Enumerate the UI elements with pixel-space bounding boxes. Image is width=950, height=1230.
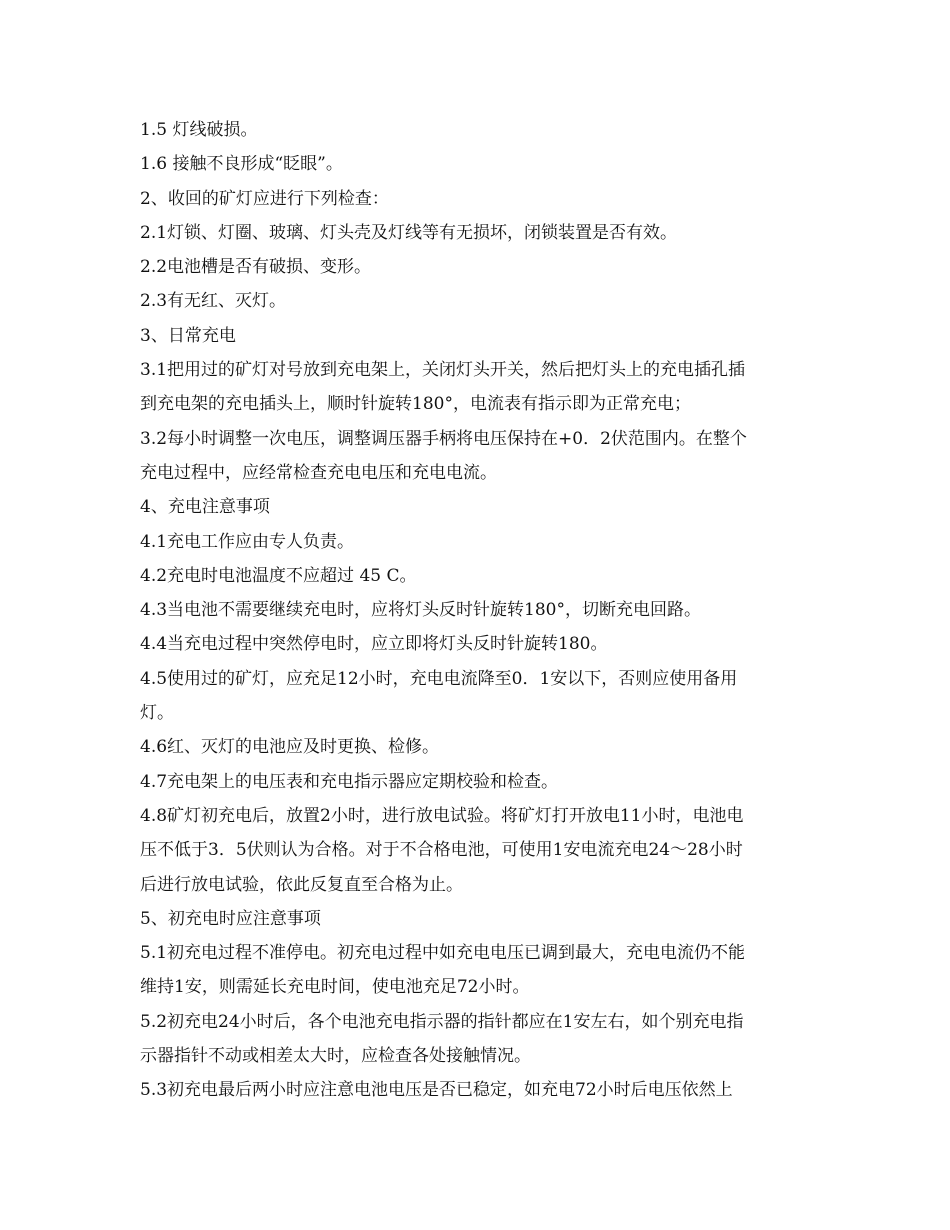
- text-line: 3.1把用过的矿灯对号放到充电架上，关闭灯头开关，然后把灯头上的充电插孔插: [140, 360, 746, 381]
- text-line: 4.8矿灯初充电后，放置2小时，进行放电试验。将矿灯打开放电11小时，电池电: [140, 805, 744, 826]
- text-line: 2.2电池槽是否有破损、变形。: [140, 257, 372, 278]
- text-line: 2.3有无红、灭灯。: [140, 291, 287, 312]
- text-line: 4.1充电工作应由专人负责。: [140, 531, 355, 552]
- text-line: 4.4当充电过程中突然停电时，应立即将灯头反时针旋转180。: [140, 634, 608, 655]
- section-heading: 3、日常充电: [140, 325, 236, 346]
- text-line: 维持1安，则需延长充电时间，使电池充足72小时。: [140, 977, 530, 998]
- text-line: 4.5使用过的矿灯，应充足12小时，充电电流降至0．1安以下，否则应使用备用: [140, 668, 738, 689]
- text-line: 1.6 接触不良形成“眨眼”。: [140, 154, 343, 175]
- section-heading: 2、收回的矿灯应进行下列检查：: [140, 188, 389, 209]
- text-line: 1.5 灯线破损。: [140, 120, 258, 140]
- text-line: 4.3当电池不需要继续充电时，应将灯头反时针旋转180°，切断充电回路。: [140, 600, 701, 621]
- text-line: 充电过程中，应经常检查充电电压和充电电流。: [140, 462, 497, 483]
- text-line: 到充电架的充电插头上，顺时针旋转180°，电流表有指示即为正常充电；: [140, 394, 691, 415]
- section-heading: 4、充电注意事项: [140, 497, 270, 518]
- text-line: 4.2充电时电池温度不应超过 45 C。: [140, 565, 417, 586]
- text-line: 5.2初充电24小时后，各个电池充电指示器的指针都应在1安左右，如个别充电指: [140, 1011, 744, 1032]
- text-line: 2.1灯锁、灯圈、玻璃、灯头壳及灯线等有无损坏，闭锁装置是否有效。: [140, 222, 678, 243]
- text-line: 压不低于3．5伏则认为合格。对于不合格电池，可使用1安电流充电24～28小时: [140, 840, 743, 861]
- text-line: 示器指针不动或相差太大时，应检查各处接触情况。: [140, 1046, 531, 1067]
- text-line: 4.6红、灭灯的电池应及时更换、检修。: [140, 737, 440, 758]
- text-line: 5.1初充电过程不准停电。初充电过程中如充电电压已调到最大，充电电流仍不能: [140, 943, 746, 964]
- section-heading: 5、初充电时应注意事项: [140, 908, 321, 929]
- text-line: 5.3初充电最后两小时应注意电池电压是否已稳定，如充电72小时后电压依然上: [140, 1080, 733, 1101]
- text-line: 灯。: [140, 703, 174, 724]
- text-line: 4.7充电架上的电压表和充电指示器应定期校验和检查。: [140, 771, 559, 792]
- document-body: [140, 113, 812, 1108]
- text-line: 后进行放电试验，依此反复直至合格为止。: [140, 874, 463, 895]
- text-line: 3.2每小时调整一次电压，调整调压器手柄将电压保持在+0．2伏范围内。在整个: [140, 428, 747, 449]
